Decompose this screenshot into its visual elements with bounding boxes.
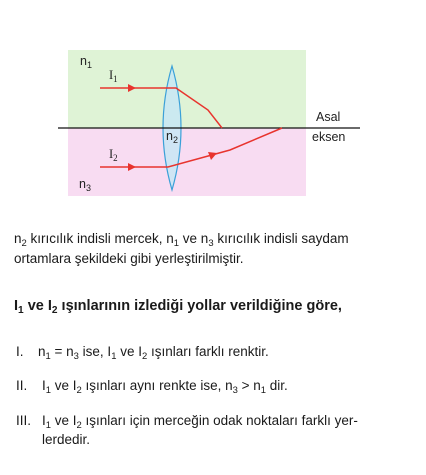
medium-n3-label: n (79, 177, 86, 191)
ray-i2-sub: 2 (113, 153, 118, 163)
stem-line-2: ortamlara şekildeki gibi yerleştirilmiştir. (14, 251, 244, 266)
option-iii: III. $I_1$ ve $I_2$ ışınları için merceğin odak noktaları farklı yer- (16, 413, 358, 431)
medium-n1-region (68, 50, 306, 128)
stem-line-1: $n_2$ kırıcılık indisli mercek, $n_1$ ve $n_3$ kırıcılık indisli saydam (14, 231, 349, 249)
ray-i2-label: I (109, 147, 114, 161)
question-prompt: $I_1$ ve $I_2$ ışınlarının izlediği yollar verildiğine göre, (14, 298, 342, 316)
medium-n2-label: n (166, 129, 173, 143)
option-ii: II. $I_1$ ve $I_2$ ışınları aynı renkte ise, $n_3 > n_1$ dir. (16, 378, 288, 396)
axis-label-line2: eksen (312, 130, 346, 144)
medium-n2-sub: 2 (172, 135, 178, 145)
option-i: I. $n_1 = n_3$ ise, $I_1$ ve $I_2$ ışınları farklı renktir. (16, 344, 269, 362)
optics-figure (0, 0, 426, 200)
ray-i1-label: I (109, 68, 114, 82)
medium-n1-label: n (80, 54, 87, 68)
option-i-numeral: I. (16, 344, 24, 359)
axis-label-line1: Asal (316, 110, 341, 124)
option-ii-numeral: II. (16, 378, 28, 393)
option-iii-line-2: lerdedir. (42, 432, 91, 447)
medium-n3-sub: 3 (85, 183, 91, 193)
option-iii-numeral: III. (16, 413, 32, 428)
medium-n1-sub: 1 (86, 60, 92, 70)
ray-i1-sub: 1 (113, 74, 118, 84)
